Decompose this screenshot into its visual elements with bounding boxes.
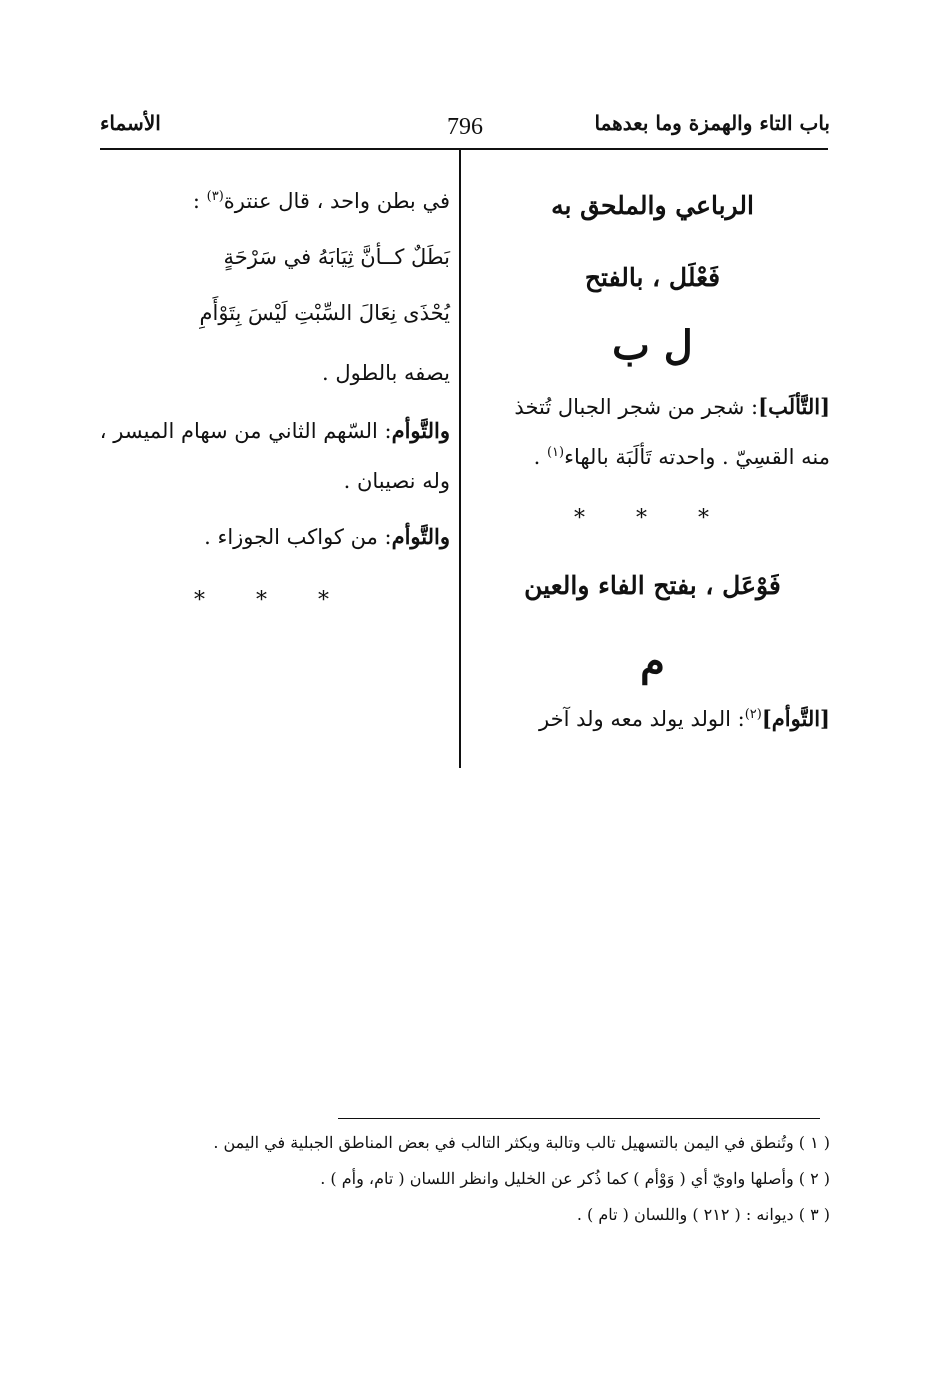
page-number: 796 <box>447 114 483 140</box>
definition-3-text: : من كواكب الجوزاء . <box>204 525 392 549</box>
footnote-rule <box>338 1118 820 1119</box>
footnote-1: ( ١ ) وتُنطق في اليمن بالتسهيل تالب وتالبة ويكثر التالب في بعض المناطق الجبلية في اليمن . <box>213 1133 830 1152</box>
footnote-3: ( ٣ ) ديوانه : ( ٢١٢ ) واللسان ( تام ) . <box>576 1205 830 1224</box>
section-separator-1: * * * <box>574 506 731 531</box>
definition-3-term: والتَّوأم <box>391 524 450 549</box>
entry-2-continuation: في بطن واحد ، قال عنترة <box>223 189 450 213</box>
entry-1-end: . <box>533 445 541 469</box>
section-title: الرباعي والملحق به <box>551 191 754 220</box>
verse-hemistich-1: بَطَلٌ كــأنَّ ثِيَابَهُ في سَرْحَةٍ <box>223 245 450 269</box>
footnote-ref-1: (١) <box>546 445 565 460</box>
left-line-1-end: : <box>192 189 200 213</box>
running-head-chapter: باب التاء والهمزة وما بعدهما <box>594 111 830 135</box>
definition-2-line-2: وله نصيبان . <box>343 469 450 493</box>
pattern-heading-1: فَعْلَل ، بالفتح <box>584 263 721 292</box>
footnote-ref-3: (٣) <box>206 189 224 204</box>
section-separator-2: * * * <box>194 588 351 613</box>
left-line-1 <box>90 180 450 218</box>
entry-1-line-2 <box>470 436 830 474</box>
root-heading-1: ل ب <box>612 322 693 369</box>
entry-1-definition: : شجر من شجر الجبال تُتخذ <box>514 395 759 419</box>
definition-2-line-1 <box>90 414 450 448</box>
pattern-heading-2: فَوْعَل ، بفتح الفاء والعين <box>524 571 781 600</box>
definition-2-term: والتَّوأم <box>391 418 450 443</box>
definition-3 <box>90 520 450 554</box>
entry-2-line-1 <box>470 698 830 736</box>
verse-hemistich-2: يُحْذَى نِعَالَ السِّبْتِ لَيْسَ بِتَوْأَمِ <box>199 301 450 325</box>
column-divider <box>459 150 461 768</box>
verse-explanation: يصفه بالطول . <box>322 361 450 385</box>
root-heading-2: م <box>640 638 665 685</box>
entry-1-term: [التَّألَب] <box>758 394 830 419</box>
footnote-ref-2: (٢) <box>744 707 762 722</box>
entry-2-term: [التَّوأم] <box>761 706 830 731</box>
entry-1-line-1 <box>470 390 830 424</box>
entry-2-definition: : الولد يولد معه ولد آخر <box>539 707 745 731</box>
footnote-2: ( ٢ ) وأصلها واويّ أي ( وَوْأم ) كما ذُكر عن الخليل وانظر اللسان ( تام، وأم ) . <box>320 1169 830 1188</box>
running-head-section: الأسماء <box>100 111 161 135</box>
definition-2-text: : السّهم الثاني من سهام الميسر ، <box>99 419 392 443</box>
entry-1-definition-cont: منه القسِيّ . واحدته تَألَبَة بالهاء <box>564 445 830 469</box>
header-rule <box>100 148 828 150</box>
